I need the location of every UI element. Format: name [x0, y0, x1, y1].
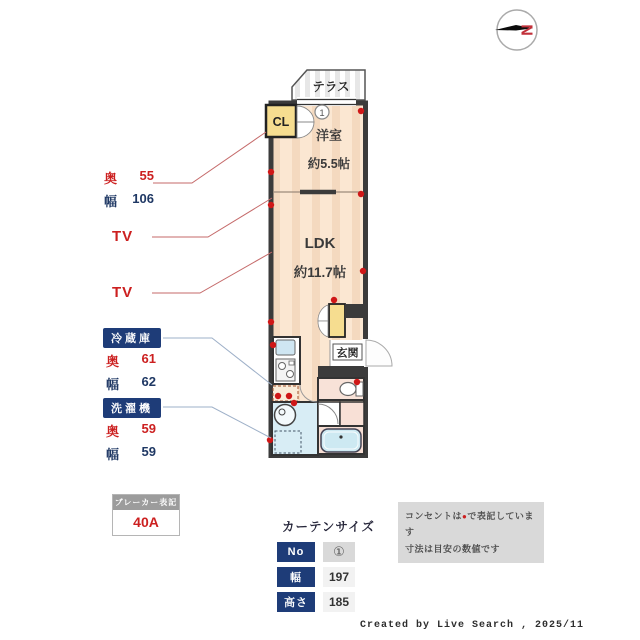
table-row: [277, 592, 355, 612]
width-label: 幅: [104, 194, 118, 209]
kitchen-sink: [276, 340, 295, 355]
terrace-window: [297, 97, 356, 106]
wall-block: [345, 304, 366, 318]
closet-cl: [266, 105, 314, 138]
ldk-size: 約11.7帖: [293, 265, 347, 280]
washer-badge: 洗濯機: [103, 398, 161, 418]
row-value: ①: [323, 542, 355, 562]
washer-dimensions: [106, 421, 156, 463]
outlet-dot-glyph: ●: [462, 512, 468, 521]
row-value: 185: [323, 592, 355, 612]
depth-row: [104, 168, 154, 187]
width-value: 62: [141, 374, 156, 389]
bathroom: [318, 426, 364, 454]
table-row: [277, 542, 355, 562]
row-value: 197: [323, 567, 355, 587]
breaker-box: [112, 494, 180, 536]
depth-value: 55: [139, 168, 154, 183]
footer-credit: Created by Live Search , 2025/11: [360, 620, 585, 631]
depth-label: 奥: [106, 424, 120, 439]
ldk-name: LDK: [304, 235, 336, 252]
curtain-marker-1: [315, 105, 329, 119]
fridge-dimensions: [106, 351, 156, 393]
width-label: 幅: [106, 377, 120, 392]
tv-outlet-label-2: TV: [112, 284, 134, 301]
toilet: [340, 383, 356, 396]
width-value: 59: [141, 444, 156, 459]
width-row: [106, 374, 156, 393]
tv-outlet-label-1: TV: [112, 228, 134, 245]
wall-block: [318, 366, 364, 378]
depth-row: [106, 421, 156, 440]
compass: [495, 10, 537, 50]
room-name: 洋室: [315, 128, 343, 143]
width-value: 106: [132, 191, 154, 206]
depth-value: 59: [141, 421, 156, 436]
width-row: [106, 444, 156, 463]
depth-label: 奥: [106, 354, 120, 369]
washing-area: [272, 402, 318, 455]
fridge-badge: 冷蔵庫: [103, 328, 161, 348]
leader-lines: [152, 132, 272, 438]
room-size: 約5.5帖: [307, 157, 351, 171]
depth-value: 61: [141, 351, 156, 366]
row-label: 高さ: [277, 592, 315, 612]
breaker-title: ブレーカー表記: [113, 495, 179, 510]
breaker-value: 40A: [133, 514, 159, 530]
apartment-body: [266, 97, 392, 456]
width-label: 幅: [106, 447, 120, 462]
closet-dimensions: [104, 168, 154, 210]
svg-text:1: 1: [319, 108, 325, 119]
terrace: [292, 70, 365, 100]
legend-note: [398, 502, 544, 563]
entry-door-arc: [366, 340, 392, 366]
note-line-2: 寸法は目安の数値です: [405, 543, 501, 554]
lavatory-hall: [318, 402, 364, 426]
depth-label: 奥: [104, 171, 118, 186]
terrace-label: テラス: [312, 80, 350, 94]
curtain-size-title: カーテンサイズ: [282, 520, 375, 534]
kitchen: [273, 337, 300, 384]
entrance-label: 玄関: [336, 347, 359, 360]
width-row: [104, 191, 154, 210]
depth-row: [106, 351, 156, 370]
note-line-1: コンセントは●で表記しています: [405, 511, 534, 538]
closet-label: CL: [272, 115, 290, 129]
table-row: [277, 567, 355, 587]
washing-machine: [275, 405, 296, 426]
curtain-size-table: [277, 542, 355, 612]
row-label: No: [277, 542, 315, 562]
compass-north-letter: N: [517, 24, 535, 36]
row-label: 幅: [277, 567, 315, 587]
